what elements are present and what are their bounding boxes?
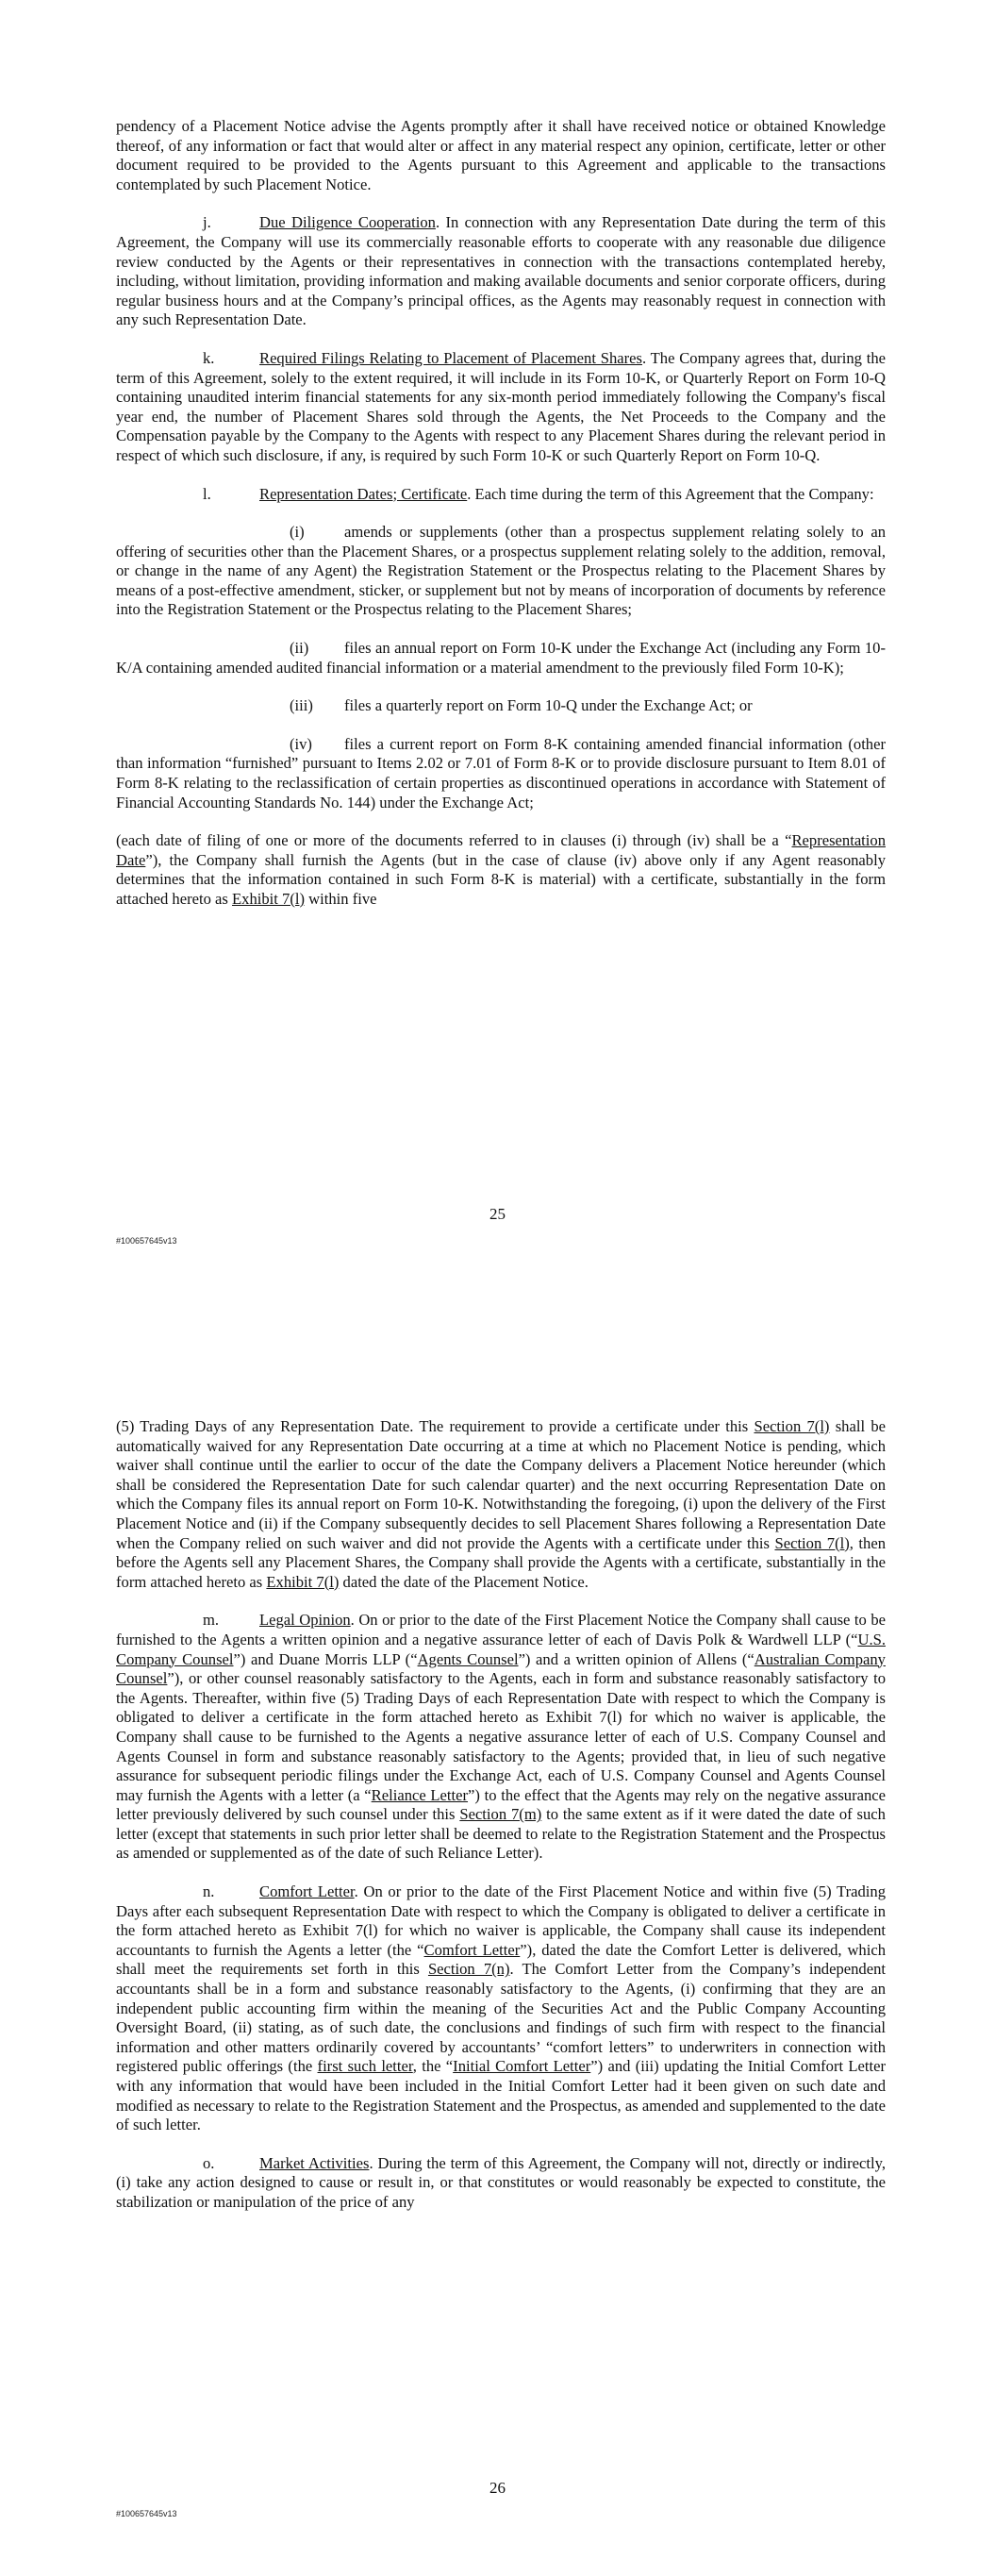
exhibit-reference: Exhibit 7(l) bbox=[232, 890, 305, 908]
page-26 bbox=[0, 1288, 995, 2576]
text-run: to the same extent as if it were dated the date of such letter (except that statements in such prior letter shall be deemed to relate to the Registration Statement and the Prospectus as amended or supplemented as of the date of such Reliance Letter). bbox=[116, 1805, 886, 1863]
section-heading: Representation Dates; Certificate bbox=[259, 484, 468, 503]
section-reference: Section 7(n) bbox=[427, 1960, 510, 1979]
text-run: shall be automatically waived for any Representation Date occurring at a time at which no Placement Notice is pending, which waiver shall continue until the earlier to occur of the date the Company delivers a Placement Notice hereunder (which shall be considered the Representation Date for such calendar quarter) and the next occurring Representation Date on which the Company files its annual report on Form 10-K. Notwithstanding the foregoing, (i) upon the delivery of the First Placement Notice and (ii) if the Company subsequently decides to sell Placement Shares following a Representation Date when the Company relied on such waiver and did not provide the Agents with a certificate under this bbox=[116, 1417, 886, 1552]
document-id: #100657645v13 bbox=[116, 1236, 177, 1246]
section-reference: Section 7(l) bbox=[754, 1417, 830, 1435]
text-run: ”), dated the date the Comfort Letter is delivered, which shall meet the requirements set forth in this bbox=[116, 1940, 887, 1979]
text-run: , then before the Agents sell any Placement Shares, the Company shall provide the Agents with a certificate, substantially in the form attached hereto as bbox=[116, 1533, 886, 1591]
text-run: . The Comfort Letter from the Company’s independent accountants shall be in a form and substance reasonably satisfactory to the Agents, (i) confirming that they are an independent public accounting firm within the meaning of the Securities Act and the Public Company Accounting Oversight Board, (ii) stating, as of such date, the conclusions and findings of such firm with respect to the financial information and other matters ordinarily covered by accountants’ “comfort letters” to underwriters in connection with registered public offerings (the bbox=[116, 1960, 886, 2076]
text-run: (each date of filing of one or more of the documents referred to in clauses (i) through (iv) shall be a “ bbox=[116, 831, 792, 850]
defined-term: first such letter bbox=[317, 2057, 413, 2076]
closing-paragraph bbox=[116, 831, 886, 909]
section-heading: Due Diligence Cooperation bbox=[259, 213, 436, 232]
text-run: ”), or other counsel reasonably satisfactory to the Agents, each in form and substance reasonably satisfactory to the Agents. Thereafter, within five (5) Trading Days of each Representation Date with respect to which the Company is obligated to deliver a certificate in the form attached hereto as Exhibit 7(l) for which no waiver is applicable, the Company shall cause to be furnished to the Agents a negative assurance letter of each of U.S. Company Counsel and Agents Counsel in form and substance reasonably satisfactory to the Agents; provided that, in lieu of such negative assurance for subsequent periodic filings under the Exchange Act, each of U.S. Company Counsel and Agents Counsel may furnish the Agents with a letter (a “ bbox=[116, 1669, 886, 1804]
intro-paragraph: pendency of a Placement Notice advise the Agents promptly after it shall have received notice or obtained Knowledge thereof, of any information or fact that would alter or affect in any material respect any opinion, certificate, letter or other document required to be provided to the Agents pursuant to this Agreement and applicable to the transactions contemplated by such Placement Notice. bbox=[116, 117, 886, 193]
clause-text: files an annual report on Form 10-K under the Exchange Act (including any Form 10-K/A containing amended audited financial information or a material amendment to the previously filed Form 10-K); bbox=[116, 639, 886, 677]
section-l bbox=[116, 485, 886, 505]
section-m bbox=[116, 1611, 886, 1864]
defined-term: Australian Company Counsel bbox=[116, 1649, 886, 1688]
defined-term: Agents Counsel bbox=[417, 1649, 519, 1668]
clause-text: amends or supplements (other than a prospectus supplement relating solely to an offering of securities other than the Placement Shares, or a prospectus supplement relating solely to the addition, removal, or change in the name of any Agent) the Registration Statement or the Prospectus relating to the Placement Shares by means of a post-effective amendment, sticker, or supplement but not by means of incorporation of documents by reference into the Registration Statement or the Prospectus relating to the Placement Shares; bbox=[116, 523, 886, 619]
clause-iv bbox=[116, 735, 886, 812]
section-text: . Each time during the term of this Agreement that the Company: bbox=[467, 484, 874, 503]
text-run: . On or prior to the date of the First Placement Notice the Company shall cause to be furnished to the Agents a written opinion and a negative assurance letter of each of Davis Polk & Wardwell LLP (“ bbox=[116, 1611, 886, 1648]
defined-term: U.S. Company Counsel bbox=[116, 1630, 886, 1668]
clause-number: (i) bbox=[290, 523, 305, 542]
section-heading: Market Activities bbox=[259, 2153, 370, 2172]
page-number: 26 bbox=[489, 2479, 506, 2497]
section-letter: n. bbox=[203, 1882, 215, 1901]
page-number: 25 bbox=[489, 1205, 506, 1223]
section-j bbox=[116, 213, 886, 330]
section-k bbox=[116, 349, 886, 466]
defined-term: Initial Comfort Letter bbox=[453, 2057, 591, 2076]
clause-text: files a quarterly report on Form 10-Q under the Exchange Act; or bbox=[344, 696, 753, 715]
section-o bbox=[116, 2154, 886, 2213]
section-letter: o. bbox=[203, 2153, 215, 2172]
text-run: . On or prior to the date of the First Placement Notice and within five (5) Trading Days after each subsequent Representation Date with respect to which the Company is obligated to deliver a certificate in the form attached hereto as Exhibit 7(l) for which no waiver is applicable, the Company shall cause its independent accountants to furnish the Agents a letter (the “ bbox=[116, 1882, 887, 1959]
text-run: ”) and a written opinion of Allens (“ bbox=[518, 1649, 755, 1668]
clause-iii bbox=[116, 696, 886, 716]
section-reference: Section 7(l) bbox=[774, 1533, 850, 1552]
text-run: dated the date of the Placement Notice. bbox=[339, 1572, 589, 1591]
text-run: ”) and (iii) updating the Initial Comfort Letter with any information that would have been included in the Initial Comfort Letter had it been given on such date and modified as necessary to relate to the Registration Statement and the Prospectus, as amended and supplemented to the date of such letter. bbox=[116, 2057, 887, 2134]
text-run: ”), the Company shall furnish the Agents (but in the case of clause (iv) above only if any Agent reasonably determines that the information contained in such Form 8-K is material) with a certificate, substantially in the form attached hereto as bbox=[116, 850, 886, 908]
section-letter: l. bbox=[203, 484, 211, 503]
section-letter: m. bbox=[203, 1611, 220, 1630]
text-run: , the “ bbox=[412, 2057, 454, 2076]
clause-text: files a current report on Form 8-K containing amended financial information (other than information “furnished” pursuant to Items 2.02 or 7.01 of Form 8-K or to provide disclosure pursuant to Item 8.01 of Form 8-K relating to the reclassification of certain properties as discontinued operations in accordance with Statement of Financial Accounting Standards No. 144) under the Exchange Act; bbox=[116, 734, 886, 811]
clause-i bbox=[116, 523, 886, 620]
text-run: ”) and Duane Morris LLP (“ bbox=[233, 1649, 418, 1668]
defined-term: Comfort Letter bbox=[423, 1940, 521, 1959]
clause-number: (iv) bbox=[290, 734, 312, 753]
section-heading: Required Filings Relating to Placement of Placement Shares bbox=[259, 348, 642, 367]
page-body bbox=[116, 1417, 886, 2232]
continuation-paragraph bbox=[116, 1417, 886, 1592]
text-run: within five bbox=[304, 890, 377, 908]
section-heading: Legal Opinion bbox=[259, 1611, 351, 1630]
clause-number: (iii) bbox=[290, 696, 313, 715]
section-reference: Section 7(m) bbox=[459, 1805, 542, 1824]
defined-term: Representation Date bbox=[116, 831, 886, 869]
document-id: #100657645v13 bbox=[116, 2509, 177, 2518]
section-text: . In connection with any Representation Date during the term of this Agreement, the Company will use its commercially reasonable efforts to cooperate with any reasonable due diligence review conducted by the Agents or their representatives in connection with the transactions contemplated hereby, including, without limitation, providing information and making available documents and senior corporate officers, during regular business hours and at the Company’s principal offices, as the Agents may reasonably request in connection with any such Representation Date. bbox=[116, 213, 886, 329]
section-text: . During the term of this Agreement, the Company will not, directly or indirectly, (i) take any action designed to cause or result in, or that constitutes or would reasonably be expected to constitute, the stabilization or manipulation of the price of any bbox=[116, 2153, 886, 2211]
section-letter: k. bbox=[203, 348, 215, 367]
section-heading: Comfort Letter bbox=[259, 1882, 355, 1901]
defined-term: Reliance Letter bbox=[371, 1785, 469, 1804]
section-letter: j. bbox=[203, 213, 211, 232]
clause-number: (ii) bbox=[290, 639, 309, 658]
clause-ii bbox=[116, 639, 886, 677]
page-body bbox=[116, 117, 886, 928]
text-run: (5) Trading Days of any Representation Date. The requirement to provide a certificate under this bbox=[116, 1417, 755, 1435]
exhibit-reference: Exhibit 7(l) bbox=[266, 1572, 340, 1591]
section-text: . The Company agrees that, during the term of this Agreement, solely to the extent required, it will include in its Form 10-K, or Quarterly Report on Form 10-Q containing unaudited interim financial statements for any six-month period immediately following the Company's fiscal year end, the number of Placement Shares sold through the Agents, the Net Proceeds to the Company and the Compensation payable by the Company to the Agents with respect to any Placement Shares during the relevant period in respect of which such disclosure, if any, is required by such Form 10-K or such Quarterly Report on Form 10-Q. bbox=[116, 348, 886, 464]
text-run: ”) to the effect that the Agents may rely on the negative assurance letter previously delivered by such counsel under this bbox=[116, 1785, 887, 1824]
section-n bbox=[116, 1882, 886, 2135]
